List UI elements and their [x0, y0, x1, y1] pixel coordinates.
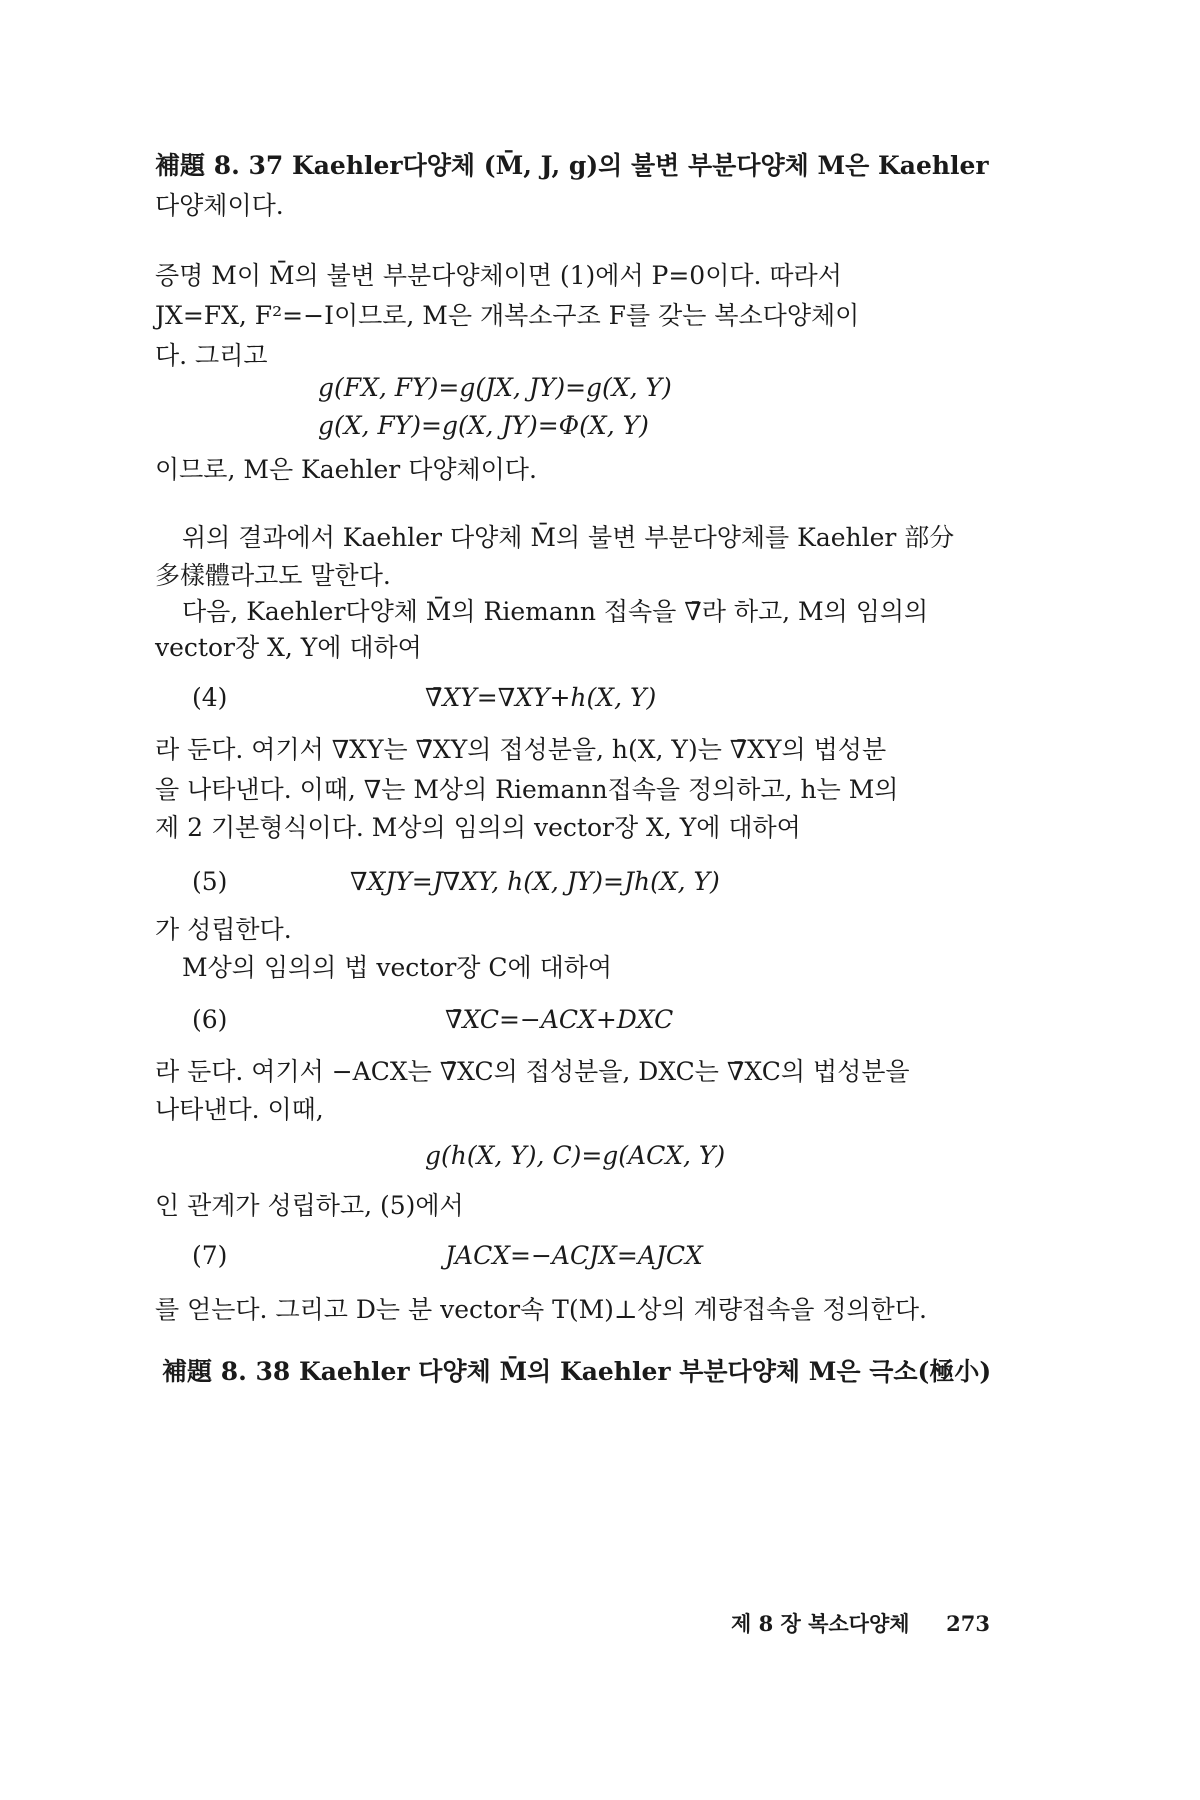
equation-6-label: (6) — [192, 1005, 228, 1034]
footer-page-number: 273 — [946, 1611, 990, 1636]
after-eq7-line1: 를 얻는다. 그리고 D는 분 vector속 T(M)⊥상의 계량접속을 정의한다. — [155, 1295, 927, 1324]
after-eq6-line1: 라 둔다. 여기서 −ACX는 ∇̄XC의 접성분을, DXC는 ∇̄XC의 법성분을 — [155, 1057, 910, 1086]
proof-line1: 증명 M이 M̄의 불변 부분다양체이면 (1)에서 P=0이다. 따라서 — [155, 261, 842, 290]
equation-7-label: (7) — [192, 1241, 228, 1270]
footer-chapter: 제 8 장 복소다양체 — [730, 1611, 910, 1636]
remark-line4: vector장 X, Y에 대하여 — [155, 633, 422, 662]
proof-line4: 이므로, M은 Kaehler 다양체이다. — [155, 455, 537, 484]
equation-7: JACX=−ACJX=AJCX — [445, 1241, 703, 1270]
after-eq6-line2: 나타낸다. 이때, — [155, 1095, 324, 1124]
after-eq6-equation: g(h(X, Y), C)=g(ACX, Y) — [425, 1141, 726, 1170]
page-footer — [731, 1608, 990, 1638]
remark-line2: 多樣體라고도 말한다. — [155, 561, 391, 590]
proof-line2: JX=FX, F²=−I이므로, M은 개복소구조 F를 갖는 복소다양체이 — [155, 301, 860, 330]
equation-4: ∇̄XY=∇XY+h(X, Y) — [425, 683, 657, 712]
equation-4-label: (4) — [192, 683, 228, 712]
after-eq4-line1: 라 둔다. 여기서 ∇XY는 ∇̄XY의 접성분을, h(X, Y)는 ∇̄XY의 법성분 — [155, 735, 887, 764]
proof-line3: 다. 그리고 — [155, 341, 268, 370]
remark-line1: 위의 결과에서 Kaehler 다양체 M̄의 불변 부분다양체를 Kaehler 部分 — [182, 523, 955, 552]
lemma-8-38-line1: 補題 8. 38 Kaehler 다양체 M̄의 Kaehler 부분다양체 M은 극소(極小) — [162, 1357, 992, 1386]
lemma-8-37-line2: 다양체이다. — [155, 191, 284, 220]
proof-equation-2: g(X, FY)=g(X, JY)=Φ(X, Y) — [318, 411, 649, 440]
equation-5-label: (5) — [192, 867, 228, 896]
remark-line3: 다음, Kaehler다양체 M̄의 Riemann 접속을 ∇̄라 하고, M의 임의의 — [182, 597, 929, 626]
after-eq5-line1: 가 성립한다. — [155, 915, 292, 944]
equation-5: ∇XJY=J∇XY, h(X, JY)=Jh(X, Y) — [350, 867, 720, 896]
after-eq5-line2: M상의 임의의 법 vector장 C에 대하여 — [182, 953, 613, 982]
proof-equation-1: g(FX, FY)=g(JX, JY)=g(X, Y) — [318, 373, 672, 402]
after-eq6-line3: 인 관계가 성립하고, (5)에서 — [155, 1191, 464, 1220]
lemma-8-37-line1: 補題 8. 37 Kaehler다양체 (M̄, J, g)의 불변 부분다양체 M은 Kaehler — [155, 151, 989, 180]
after-eq4-line3: 제 2 기본형식이다. M상의 임의의 vector장 X, Y에 대하여 — [155, 813, 801, 842]
equation-6: ∇̄XC=−ACX+DXC — [445, 1005, 674, 1034]
after-eq4-line2: 을 나타낸다. 이때, ∇는 M상의 Riemann접속을 정의하고, h는 M의 — [155, 775, 899, 804]
